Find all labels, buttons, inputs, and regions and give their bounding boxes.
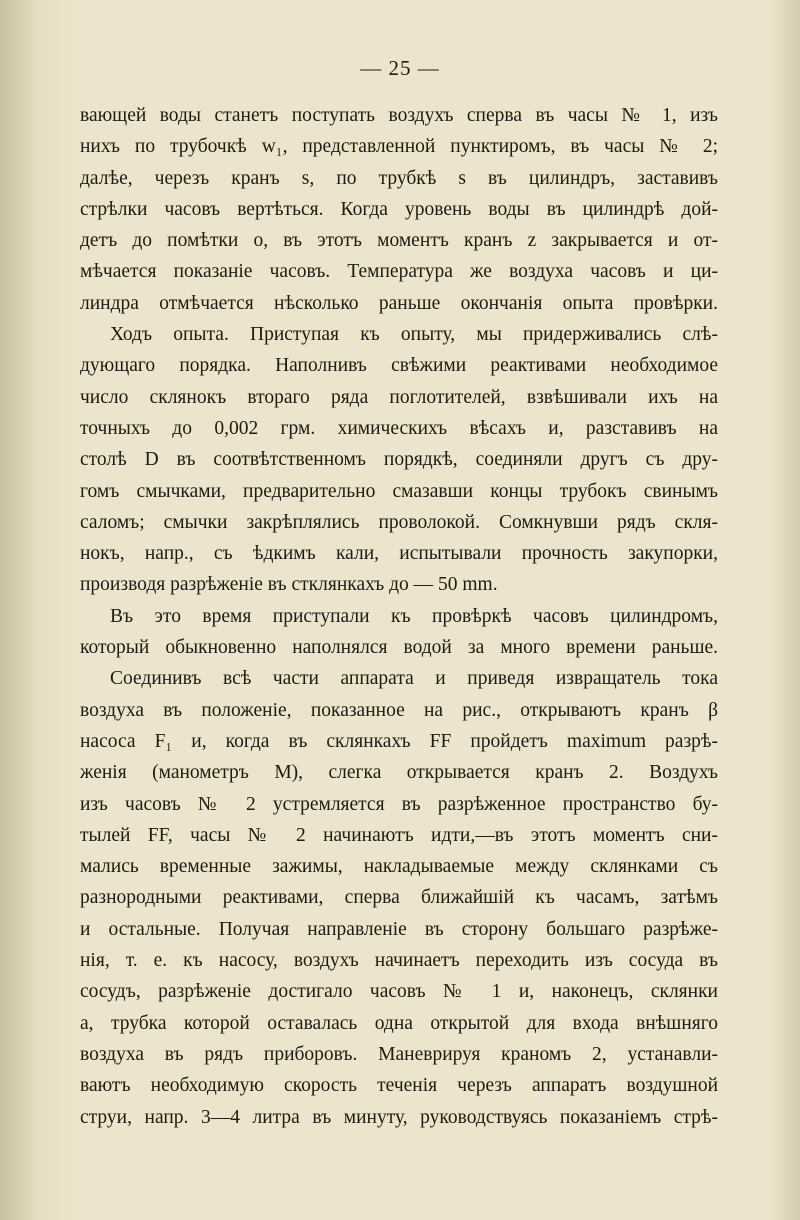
text-line: дующаго порядка. Наполнивъ свѣжими реактивами необходимое xyxy=(80,355,718,377)
text-line: мѣчается показаніе часовъ. Температура же воздуха часовъ и ци- xyxy=(80,261,718,283)
text-line: Ходъ опыта. Приступая къ опыту, мы придерживались слѣ- xyxy=(110,324,718,346)
text-line: столѣ D въ соотвѣтственномъ порядкѣ, соединяли другъ съ дру- xyxy=(80,449,718,471)
text-line: вающей воды станетъ поступать воздухъ сперва въ часы № 1, изъ xyxy=(80,105,718,126)
text-line: стрѣлки часовъ вертѣться. Когда уровень воды въ цилиндрѣ дой- xyxy=(80,198,718,220)
text-line: саломъ; смычки закрѣплялись проволокой. Сомкнувши рядъ скля- xyxy=(80,511,718,533)
text-line: ваютъ необходимую скорость теченія черезъ аппаратъ воздушной xyxy=(80,1075,718,1097)
text-line: точныхъ до 0,002 грм. химическихъ вѣсахъ и, разставивъ на xyxy=(80,417,718,439)
text-line: гомъ смычками, предварительно смазавши концы трубокъ свинымъ xyxy=(80,480,718,502)
text-line: линдра отмѣчается нѣсколько раньше окончанія опыта провѣрки. xyxy=(80,292,718,314)
text-line: детъ до помѣтки o, въ этотъ моментъ кранъ z закрывается и от- xyxy=(80,230,718,252)
text-line: мались временные зажимы, накладываемые между склянками съ xyxy=(80,856,718,878)
text-line: разнородными реактивами, сперва ближайшій къ часамъ, затѣмъ xyxy=(80,887,718,909)
text-line: тылей FF, часы № 2 начинаютъ идти,—въ этотъ моментъ сни- xyxy=(80,824,718,846)
text-line: насоса F₁ и, когда въ склянкахъ FF пройдетъ maximum разрѣ- xyxy=(80,730,718,752)
text-line: далѣе, черезъ кранъ s, по трубкѣ s въ цилиндръ, заставивъ xyxy=(80,167,718,189)
text-line: a, трубка которой оставалась одна открытой для входа внѣшняго xyxy=(80,1012,718,1034)
text-line: и остальные. Получая направленіе въ сторону большаго разрѣже- xyxy=(80,918,718,940)
body-text xyxy=(80,100,718,1133)
text-line: сосудъ, разрѣженіе достигало часовъ № 1 и, наконецъ, склянки xyxy=(80,981,718,1003)
text-line: производя разрѣженіе въ стклянкахъ до — 50 mm. xyxy=(80,574,498,596)
text-line: нокъ, напр., съ ѣдкимъ кали, испытывали прочность закупорки, xyxy=(80,543,718,565)
text-line: воздуха въ положеніе, показанное на рис., открываютъ кранъ β xyxy=(80,699,718,721)
text-line: изъ часовъ № 2 устремляется въ разрѣженное пространство бу- xyxy=(80,793,718,815)
text-line: нія, т. е. къ насосу, воздухъ начинаетъ переходить изъ сосуда въ xyxy=(80,950,718,972)
text-line: струи, напр. 3—4 литра въ минуту, руководствуясь показаніемъ стрѣ- xyxy=(80,1106,718,1128)
text-line: который обыкновенно наполнялся водой за много времени раньше. xyxy=(80,637,718,659)
page-number: — 25 — xyxy=(360,56,440,80)
text-line: воздуха въ рядъ приборовъ. Маневрируя краномъ 2, устанавли- xyxy=(80,1043,718,1065)
text-line: число склянокъ втораго ряда поглотителей, взвѣшивали ихъ на xyxy=(80,386,718,408)
text-line: нихъ по трубочкѣ w₁, представленной пунктиромъ, въ часы № 2; xyxy=(80,136,718,158)
text-line: женія (манометръ M), слегка открывается кранъ 2. Воздухъ xyxy=(80,762,718,784)
text-line: Въ это время приступали къ провѣркѣ часовъ цилиндромъ, xyxy=(110,605,718,627)
text-line: Соединивъ всѣ части аппарата и приведя извращатель тока xyxy=(110,668,718,690)
